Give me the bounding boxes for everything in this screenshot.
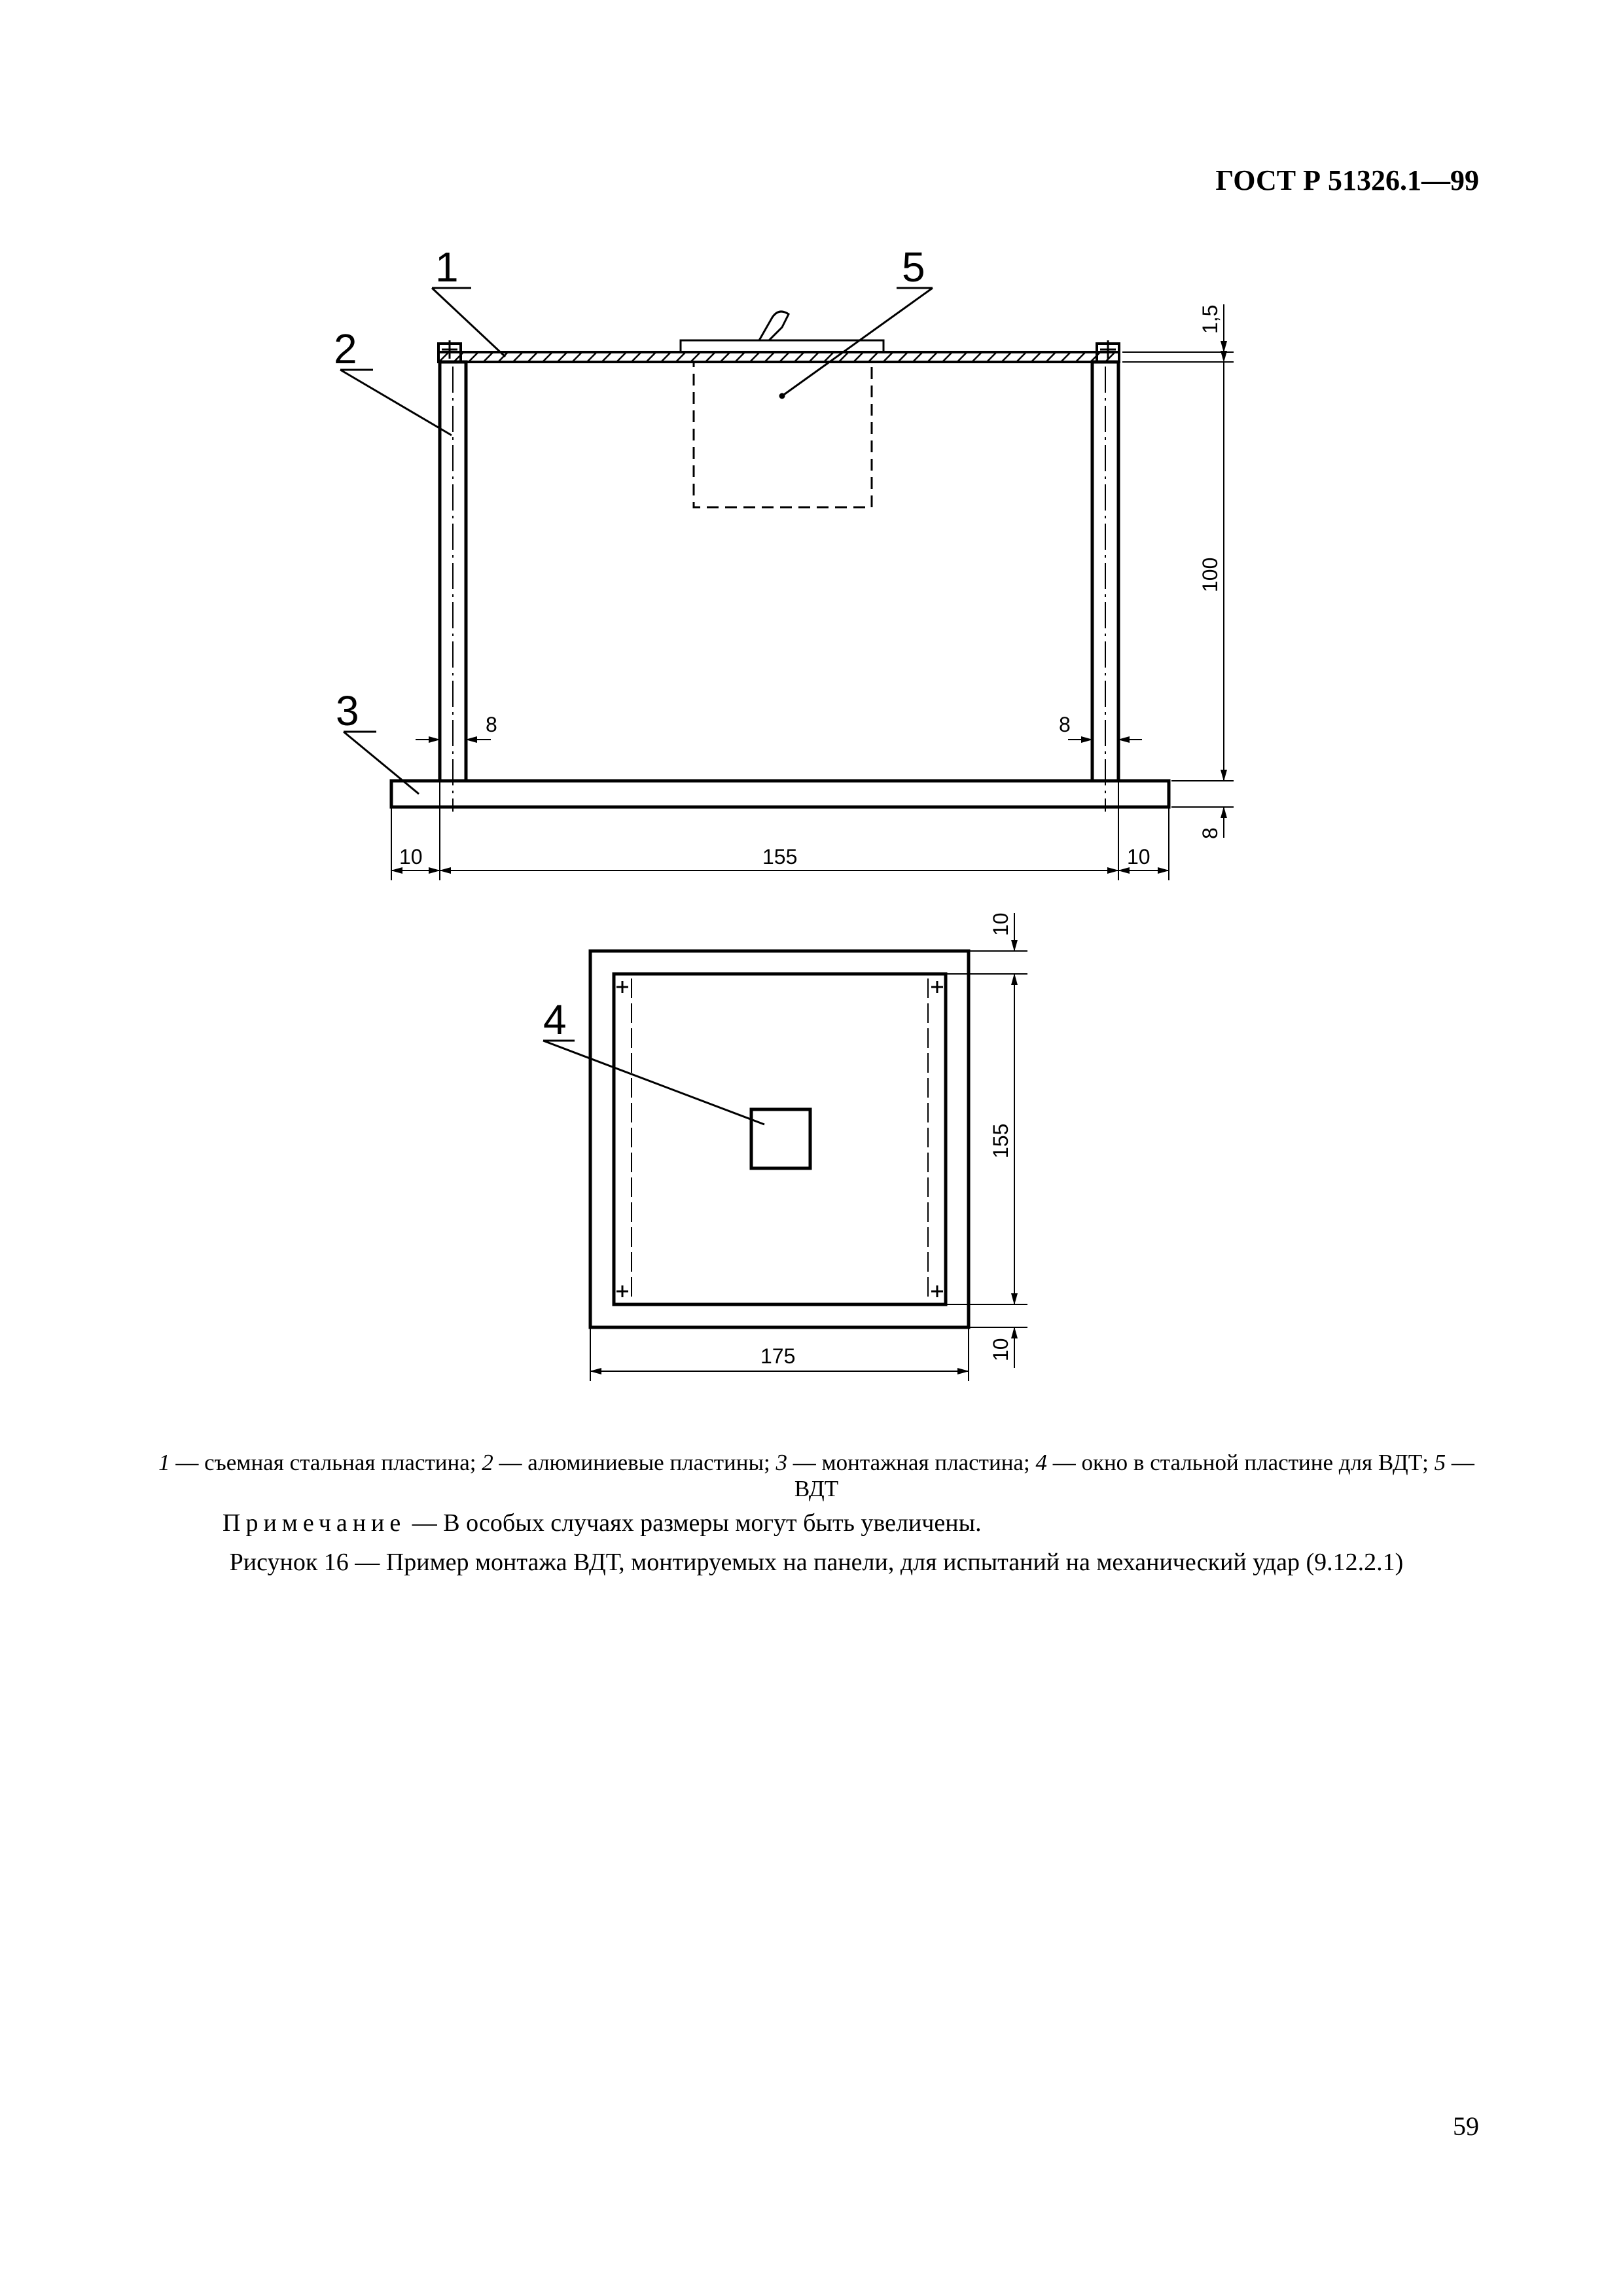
legend-num-5: 5 [1434, 1450, 1446, 1475]
plan-inner-plate [614, 974, 946, 1304]
note-label: Примечание [223, 1509, 406, 1537]
dim-plan-width: 175 [760, 1344, 796, 1368]
note-text: — В особых случаях размеры могут быть увеличены. [406, 1509, 982, 1537]
callout-3: 3 [336, 687, 359, 734]
steel-plate [438, 352, 1119, 362]
plan-view [543, 913, 1027, 1381]
dim-height: 100 [1198, 557, 1222, 592]
page-number: 59 [1453, 2111, 1479, 2141]
callout-4: 4 [543, 996, 567, 1043]
dim-left-gap: 8 [486, 713, 497, 736]
legend-num-3: 3 [776, 1450, 787, 1475]
figure-legend [154, 1450, 1479, 1502]
legend-num-2: 2 [482, 1450, 493, 1475]
figure-caption: Рисунок 16 — Пример монтажа ВДТ, монтируемых на панели, для испытаний на механический удар (9.12.2.1) [229, 1549, 1404, 1576]
legend-text-1: — съемная стальная пластина; [169, 1450, 482, 1475]
standard-header: ГОСТ Р 51326.1—99 [1215, 164, 1479, 196]
legend-text-4: — окно в стальной пластине для ВДТ; [1046, 1450, 1435, 1475]
figure-note [223, 1509, 982, 1537]
dim-plan-inner: 155 [989, 1123, 1012, 1158]
device-body [694, 362, 872, 507]
mounting-plate [391, 781, 1169, 807]
side-view [340, 288, 1234, 880]
device-window [751, 1109, 810, 1168]
dim-plan-bottom-margin: 10 [989, 1338, 1012, 1361]
dim-base-thickness: 8 [1198, 827, 1222, 839]
callout-2: 2 [334, 325, 357, 372]
callout-5: 5 [902, 243, 925, 291]
legend-text-5: — ВДТ [794, 1450, 1474, 1501]
legend-num-1: 1 [158, 1450, 170, 1475]
dim-span: 155 [762, 845, 798, 869]
plan-outer-plate [590, 951, 969, 1327]
dim-plan-top-margin: 10 [989, 912, 1012, 936]
callout-1: 1 [435, 243, 459, 291]
dim-left-margin: 10 [399, 845, 423, 869]
dim-plate-thickness: 1,5 [1198, 304, 1222, 334]
legend-text-3: — монтажная пластина; [787, 1450, 1036, 1475]
dim-right-margin: 10 [1127, 845, 1150, 869]
legend-num-4: 4 [1035, 1450, 1047, 1475]
dim-right-gap: 8 [1059, 713, 1071, 736]
legend-text-2: — алюминиевые пластины; [493, 1450, 776, 1475]
